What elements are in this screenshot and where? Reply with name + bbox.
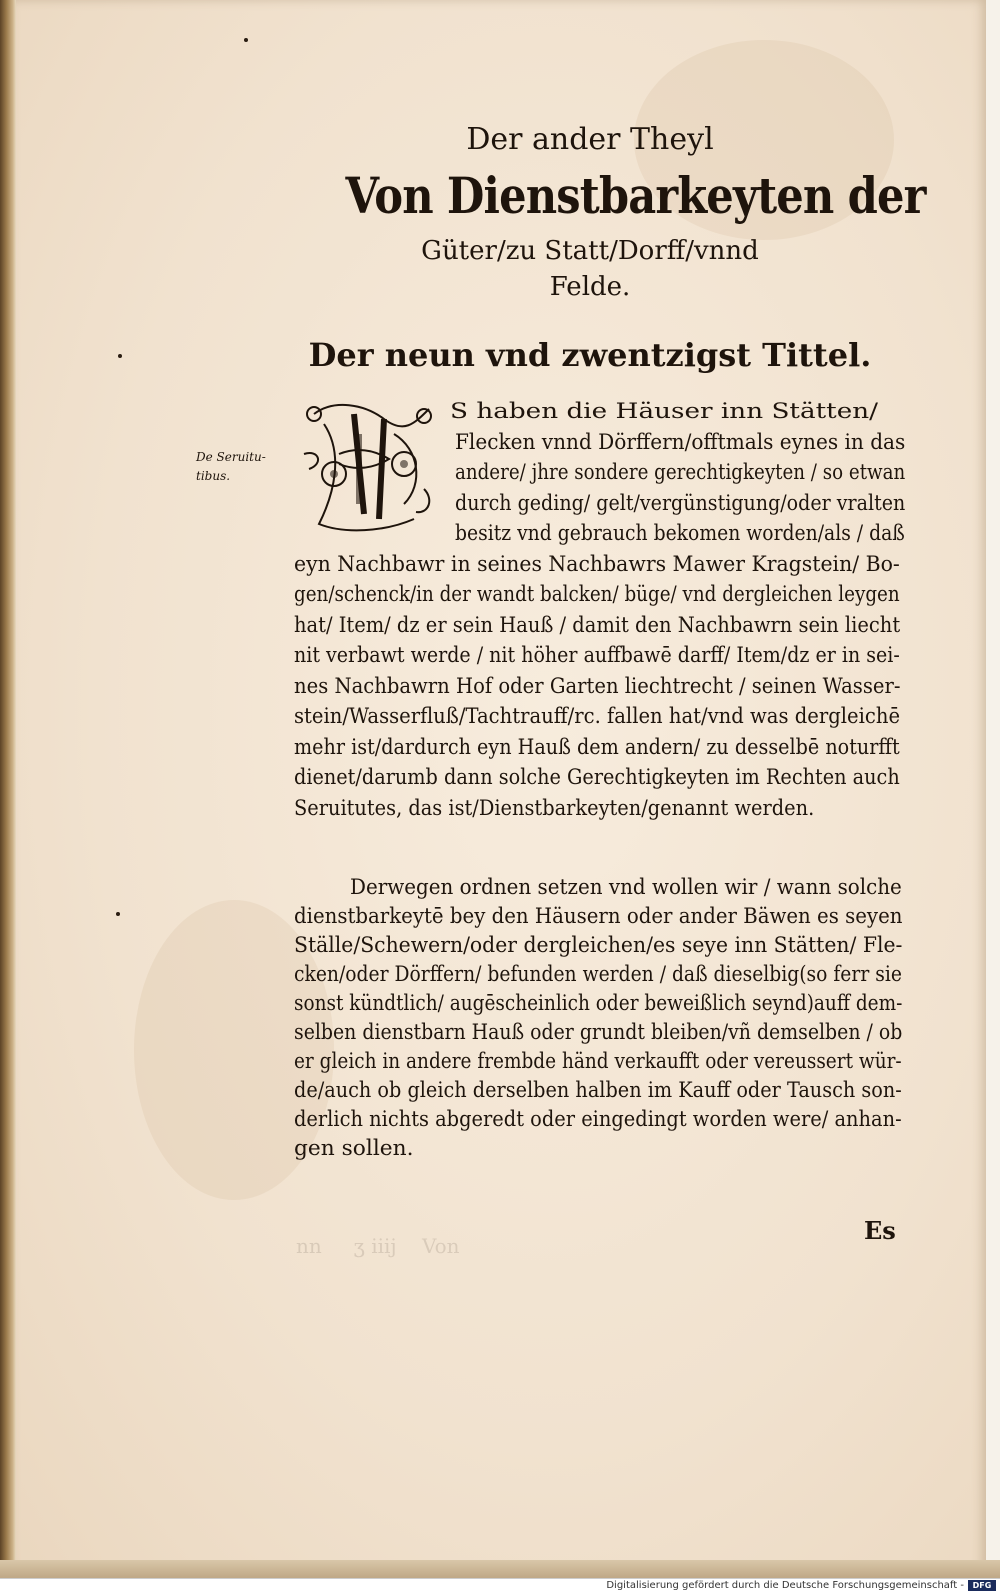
margin-note-line: tibus. [196, 469, 231, 483]
text-line: gen/schenck/in der wandt balcken/ büge/ vnd dergleichen leygen [294, 582, 900, 606]
text-line: durch geding/ gelt/vergünstigung/oder vralten [455, 490, 906, 515]
catchword: Es [864, 1216, 896, 1245]
heading-sub: Güter/zu Statt/Dorff/vnnd [421, 236, 759, 266]
text-line: nes Nachbawrn Hof oder Garten liechtrecht / seinen Wasser- [294, 673, 901, 698]
text-line: hat/ Item/ dz er sein Hauß / damit den Nachbawrn sein liecht [294, 612, 901, 637]
ink-speck [118, 354, 122, 358]
text-line: derlich nichts abgeredt oder eingedingt worden were/ anhan- [294, 1107, 902, 1131]
text-line: Derwegen ordnen setzen vnd wollen wir / wann solche [350, 875, 902, 899]
margin-note-line: De Seruitu- [196, 450, 266, 464]
page-bottom-edge [0, 1560, 1000, 1578]
decorated-initial-letter [294, 394, 442, 544]
funding-credit: Digitalisierung gefördert durch die Deutsche Forschungsgemeinschaft - [606, 1580, 964, 1591]
text-line: cken/oder Dörffern/ befunden werden / daß dieselbig(so ferr sie [294, 962, 902, 986]
margin-note [196, 448, 286, 486]
book-spine-edge [0, 0, 16, 1575]
text-line: dienet/darumb dann solche Gerechtigkeyten im Rechten auch [294, 765, 900, 789]
text-line: Ställe/Schewern/oder dergleichen/es seye inn Stätten/ Fle- [294, 933, 903, 957]
text-line: Seruitutes, das ist/Dienstbarkeyten/genannt werden. [294, 795, 815, 820]
text-line: mehr ist/dardurch eyn Hauß dem andern/ zu desselbē noturfft [294, 734, 900, 759]
text-line: dienstbarkeytē bey den Häusern oder ander Bäwen es seyen [294, 904, 903, 928]
text-line: sonst kündtlich/ augēscheinlich oder beweißlich seynd)auff dem- [294, 991, 903, 1015]
text-line: de/auch ob gleich derselben halben im Kauff oder Tausch son- [294, 1078, 902, 1102]
text-line: er gleich in andere frembde händ verkaufft oder vereussert wür- [294, 1049, 902, 1073]
text-line: besitz vnd gebrauch bekomen worden/als / daß [455, 521, 905, 545]
heading-main: Von Dienstbarkeyten der [345, 166, 926, 225]
text-line: selben dienstbarn Hauß oder grundt bleiben/vñ demselben / ob [294, 1020, 903, 1044]
text-line: S haben die Häuser inn Stätten/ [450, 399, 879, 423]
text-line: Flecken vnnd Dörffern/offtmals eynes in das [455, 429, 906, 454]
text-line: eyn Nachbawr in seines Nachbawrs Mawer Kragstein/ Bo- [294, 551, 900, 576]
show-through-text: nn ʒ iiij Von [296, 1234, 460, 1258]
text-line: gen sollen. [294, 1136, 414, 1160]
text-line: stein/Wasserfluß/Tachtrauff/rc. fallen hat/vnd was dergleichē [294, 704, 901, 728]
ink-speck [116, 912, 120, 916]
chapter-title: Der neun vnd zwentzigst Tittel. [308, 336, 872, 374]
text-line: andere/ jhre sondere gerechtigkeyten / so etwan [455, 460, 906, 484]
heading-sub-end: Felde. [549, 272, 631, 302]
text-line: nit verbawt werde / nit höher auffbawē darff/ Item/dz er in sei- [294, 643, 900, 667]
ink-speck [244, 38, 248, 42]
heading-part: Der ander Theyl [466, 122, 714, 157]
dfg-logo: DFG [968, 1580, 996, 1591]
